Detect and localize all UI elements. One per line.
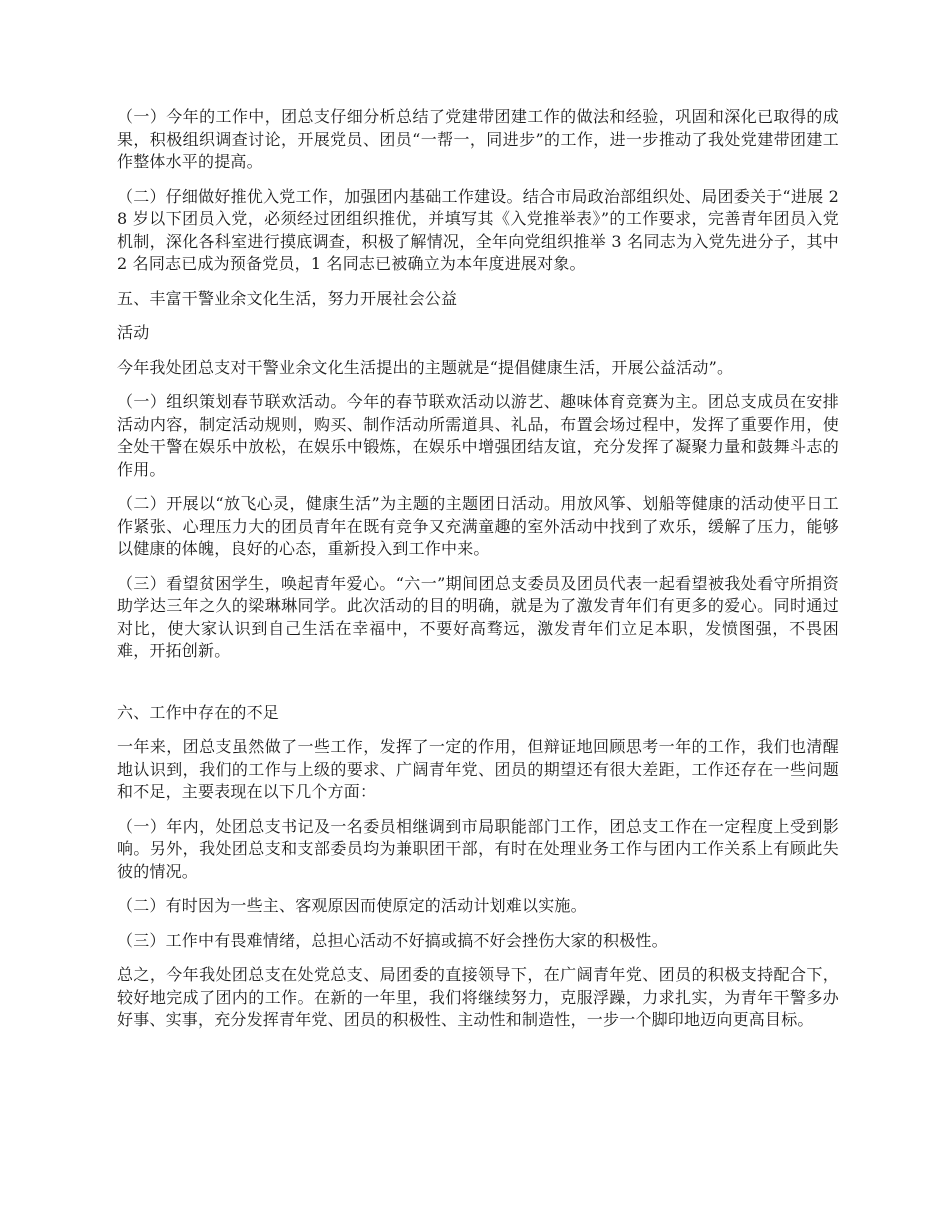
paragraph-visit-students: （三）看望贫困学生，唤起青年爱心。“六一”期间团总支委员及团员代表一起看望被我处看守所捐资助学达三年之久的梁琳琳同学。此次活动的目的明确，就是为了激发青年们有更多的爱心。同时通过对比，使大家认识到自己生活在幸福中，不要好高骛远，激发青年们立足本职，发愤图强，不畏困难，开拓创新。 bbox=[117, 573, 839, 660]
paragraph-shortcoming-two: （二）有时因为一些主、客观原因而使原定的活动计划难以实施。 bbox=[117, 896, 587, 915]
paragraph-theme: 今年我处团总支对干警业余文化生活提出的主题就是“提倡健康生活，开展公益活动”。 bbox=[117, 357, 734, 377]
document-body bbox=[117, 106, 839, 1044]
section-heading-six: 六、工作中存在的不足 bbox=[117, 702, 280, 722]
section-heading-five: 五、丰富干警业余文化生活，努力开展社会公益 bbox=[117, 288, 458, 308]
paragraph-shortcoming-three: （三）工作中有畏难情绪，总担心活动不好搞或搞不好会挫伤大家的积极性。 bbox=[117, 930, 668, 950]
paragraph-shortcomings-intro: 一年来，团总支虽然做了一些工作，发挥了一定的作用，但辩证地回顾思考一年的工作，我们也清醒地认识到，我们的工作与上级的要求、广阔青年党、团员的期望还有很大差距，工作还存在一些问题和不足，主要表现在以下几个方面： bbox=[117, 737, 839, 801]
paragraph-recommend-party: （二）仔细做好推优入党工作，加强团内基础工作建设。结合市局政治部组织处、局团委关于“进展 28 岁以下团员入党，必须经过团组织推优，并填写其《入党推举表》”的工作要求，完善青年团员入党机制，深化各科室进行摸底调查，积极了解情况，全年向党组织推举 3 名同志为入党先进分子，其中 2 名同志已成为预备党员，1 名同志已被确立为本年度进展对象。 bbox=[117, 186, 839, 273]
paragraph-conclusion: 总之，今年我处团总支在处党总支、局团委的直接领导下，在广阔青年党、团员的积极支持配合下，较好地完成了团内的工作。在新的一年里，我们将继续努力，克服浮躁，力求扎实，为青年干警多办好事、实事，充分发挥青年党、团员的积极性、主动性和制造性，一步一个脚印地迈向更高目标。 bbox=[117, 965, 839, 1029]
paragraph-spring-festival: （一）组织策划春节联欢活动。今年的春节联欢活动以游艺、趣味体育竞赛为主。团总支成员在安排活动内容，制定活动规则，购买、制作活动所需道具、礼品，布置会场过程中，发挥了重要作用，使全处干警在娱乐中放松，在娱乐中锻炼，在娱乐中增强团结友谊，充分发挥了凝聚力量和鼓舞斗志的作用。 bbox=[117, 392, 839, 479]
section-spacer bbox=[117, 675, 839, 702]
section-heading-five-continued: 活动 bbox=[117, 323, 150, 342]
paragraph-theme-day: （二）开展以“放飞心灵，健康生活”为主题的主题团日活动。用放风筝、划船等健康的活动使平日工作紧张、心理压力大的团员青年在既有竞争又充满童趣的室外活动中找到了欢乐，缓解了压力，能够以健康的体魄，良好的心态，重新投入到工作中来。 bbox=[117, 494, 839, 558]
paragraph-shortcoming-one: （一）年内，处团总支书记及一名委员相继调到市局职能部门工作，团总支工作在一定程度上受到影响。另外，我处团总支和支部委员均为兼职团干部，有时在处理业务工作与团内工作关系上有顾此失彼的情况。 bbox=[117, 816, 839, 881]
paragraph-party-building: （一）今年的工作中，团总支仔细分析总结了党建带团建工作的做法和经验，巩固和深化已取得的成果，积极组织调查讨论，开展党员、团员“一帮一，同进步”的工作，进一步推动了我处党建带团建工作整体水平的提高。 bbox=[117, 107, 839, 171]
